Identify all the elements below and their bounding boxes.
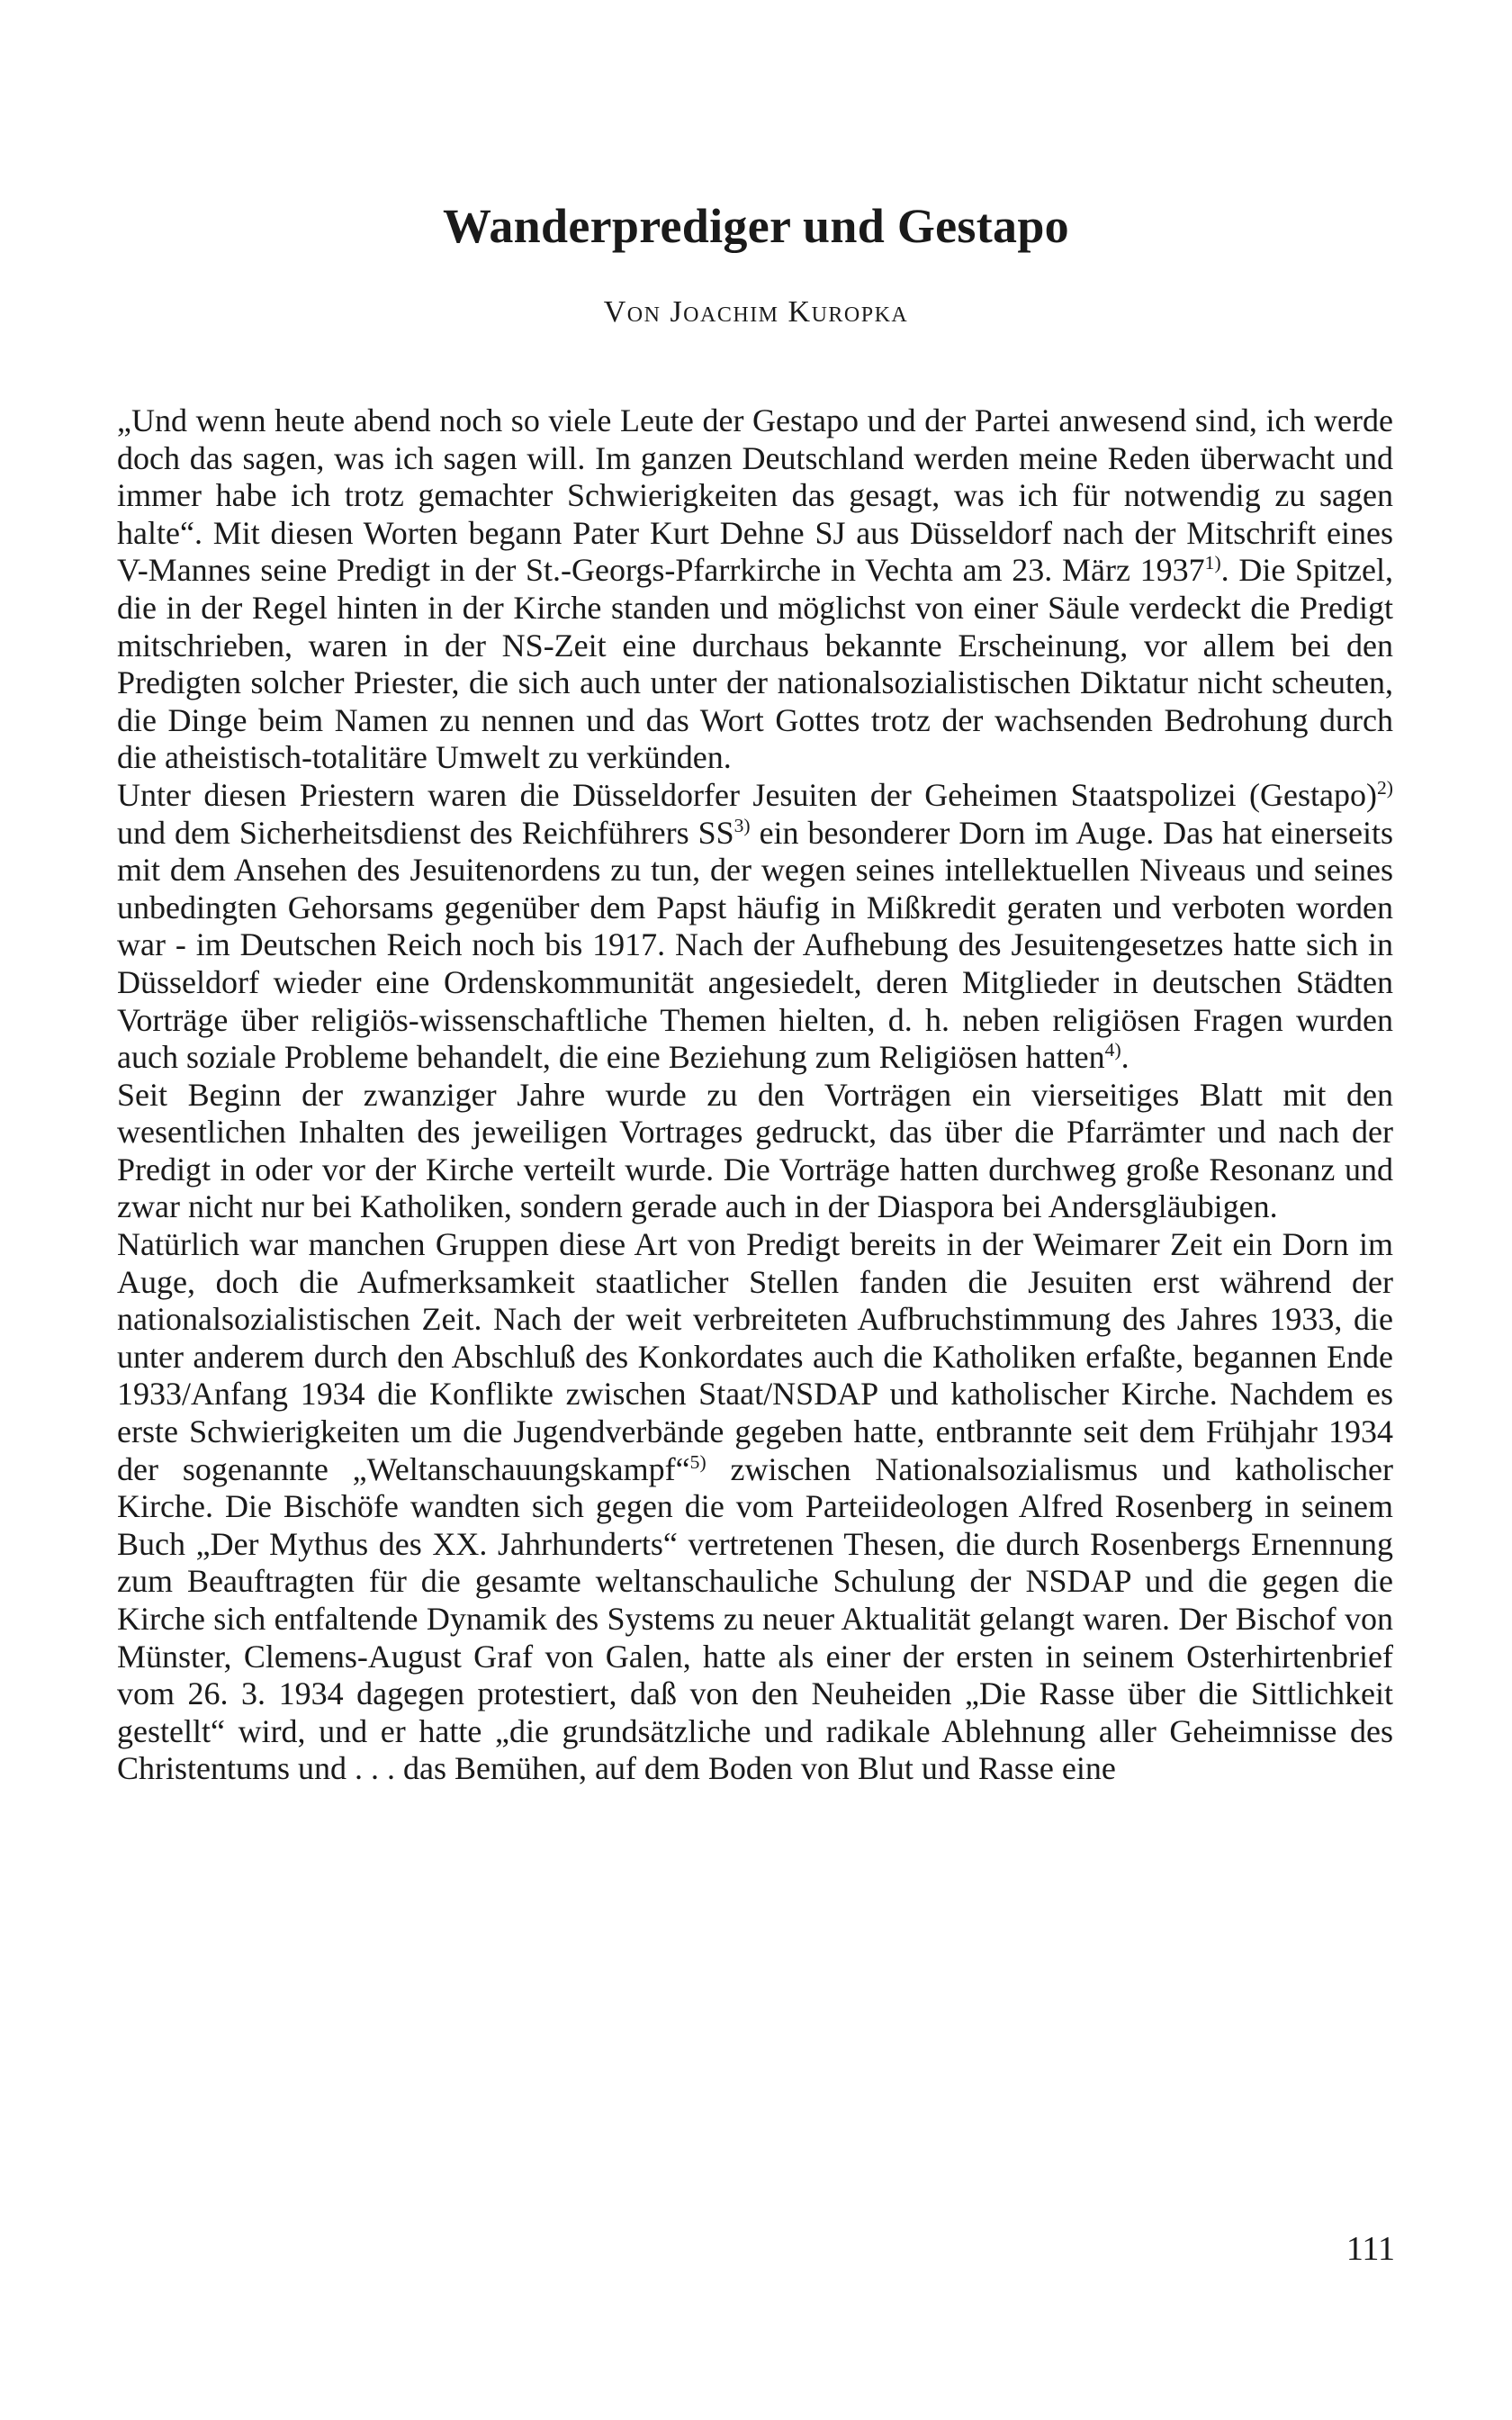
footnote-marker: 2) [1377,776,1393,799]
footnote-marker: 1) [1204,552,1221,574]
paragraph-text: Seit Beginn der zwanziger Jahre wurde zu den Vorträgen ein vierseitiges Blatt mit den wesentlichen Inhalten des jeweiligen Vortrages gedruckt, das über die Pfarrämter und nach der Predigt in oder vor der Kirche verteilt wurde. Die Vorträge hatten durchweg große Resonanz und zwar nicht nur bei Katholiken, sondern gerade auch in der Diaspora bei Andersgläubigen. [117,1076,1393,1225]
paragraph-text: ein besonderer Dorn im Auge. Das hat einerseits mit dem Ansehen des Jesuitenordens zu tun, der wegen seines intellektuellen Niveaus und seines unbedingten Gehorsams gegenüber dem Papst häufig in Mißkredit geraten und verboten worden war - im Deutschen Reich noch bis 1917. Nach der Aufhebung des Jesuitengesetzes hatte sich in Düsseldorf wieder eine Ordenskommunität angesiedelt, deren Mitglieder in deutschen Städten Vorträge über religiös-wissenschaftliche Themen hielten, d. h. neben religiösen Fragen wurden auch soziale Probleme behandelt, die eine Beziehung zum Religiösen hatten [117,814,1393,1076]
paragraph-text: und dem Sicherheitsdienst des Reichführers SS [117,814,734,851]
body-paragraph [117,1077,1393,1226]
body-paragraph [117,777,1393,1077]
paragraph-text: „Und wenn heute abend noch so viele Leute der Gestapo und der Partei anwesend sind, ich werde doch das sagen, was ich sagen will. Im ganzen Deutschland werden meine Reden überwacht und immer habe ich trotz gemachter Schwierigkeiten das gesagt, was ich für notwendig zu sagen halte“. Mit diesen Worten begann Pater Kurt Dehne SJ aus Düsseldorf nach der Mitschrift eines V-Mannes seine Predigt in der St.-Georgs-Pfarrkirche in Vechta am 23. März 1937 [117,402,1393,589]
body-paragraph [117,1226,1393,1788]
paragraph-text: . Die Spitzel, die in der Regel hinten in der Kirche standen und möglichst von einer Säule verdeckt die Predigt mitschrieben, waren in der NS-Zeit eine durchaus bekannte Erscheinung, vor allem bei den Predigten solcher Priester, die sich auch unter der nationalsozialistischen Diktatur nicht scheuten, die Dinge beim Namen zu nennen und das Wort Gottes trotz der wachsenden Bedrohung durch die atheistisch-totalitäre Umwelt zu verkünden. [117,552,1393,776]
page-title: Wanderprediger und Gestapo [443,199,1069,253]
paragraph-text: . [1120,1039,1130,1076]
paragraph-text: zwischen Nationalsozialismus und katholischer Kirche. Die Bischöfe wandten sich gegen die vom Parteiideologen Alfred Rosenberg in seinem Buch „Der Mythus des XX. Jahrhunderts“ vertretenen Thesen, die durch Rosenbergs Ernennung zum Beauftragten für die gesamte weltanschauliche Schulung der NSDAP und die gegen die Kirche sich entfaltende Dynamik des Systems zu neuer Aktualität gelangt waren. Der Bischof von Münster, Clemens-August Graf von Galen, hatte als einer der ersten in seinem Osterhirtenbrief vom 26. 3. 1934 dagegen protestiert, daß von den Neuheiden „Die Rasse über die Sittlichkeit gestellt“ wird, und er hatte „die grundsätzliche und radikale Ablehnung aller Geheimnisse des Christentums und . . . das Bemühen, auf dem Boden von Blut und Rasse eine [117,1450,1394,1787]
article-body [117,402,1393,1788]
footnote-marker: 5) [689,1450,706,1473]
paragraph-text: Unter diesen Priestern waren die Düsseldorfer Jesuiten der Geheimen Staatspolizei (Gestapo) [117,776,1377,813]
footnote-marker: 3) [734,814,751,836]
paragraph-text: Natürlich war manchen Gruppen diese Art von Predigt bereits in der Weimarer Zeit ein Dorn im Auge, doch die Aufmerksamkeit staatlicher Stellen fanden die Jesuiten erst während der nationalsozialistischen Zeit. Nach der weit verbreiteten Aufbruchstimmung des Jahres 1933, die unter anderem durch den Abschluß des Konkordates auch die Katholiken erfaßte, begannen Ende 1933/Anfang 1934 die Konflikte zwischen Staat/NSDAP und katholischer Kirche. Nachdem es erste Schwierigkeiten um die Jugendverbände gegeben hatte, entbrannte seit dem Frühjahr 1934 der sogenannte „Weltanschauungskampf“ [117,1226,1393,1487]
page-number: 111 [1346,2230,1395,2268]
footnote-marker: 4) [1104,1039,1121,1061]
author-byline: Von Joachim Kuropka [603,295,909,329]
body-paragraph [117,402,1393,777]
